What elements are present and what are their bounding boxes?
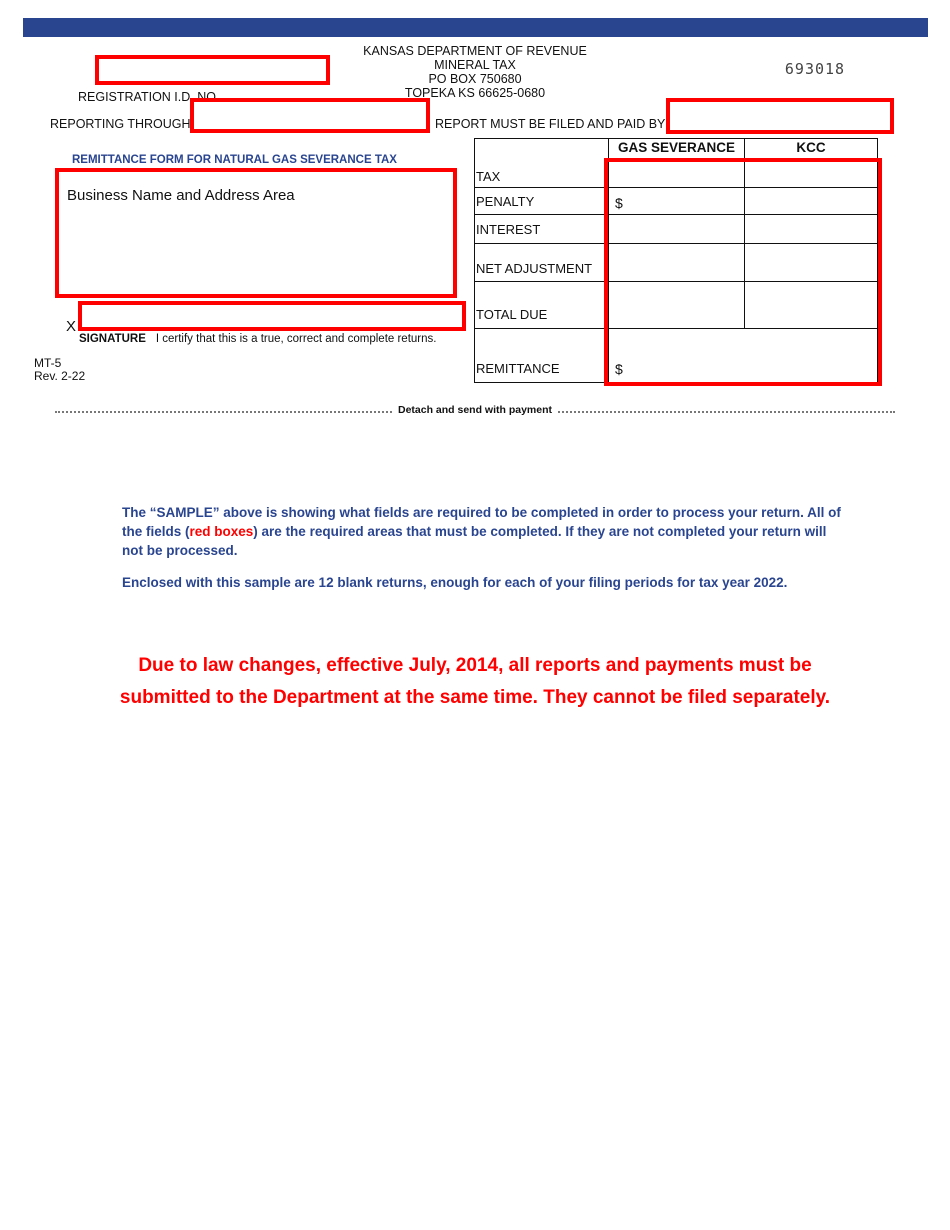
warning-line-1: Due to law changes, effective July, 2014, all reports and payments must be [138,655,812,676]
warning-line-2: submitted to the Department at the same time. They cannot be filed separately. [119,687,831,708]
amounts-field-group[interactable] [604,158,882,386]
agency-address [300,44,650,100]
due-date-label: REPORT MUST BE FILED AND PAID BY [435,117,666,131]
col-header-kcc: KCC [796,140,826,155]
form-code-block [34,357,85,383]
row-label-interest: INTEREST [476,222,541,237]
row-label-tax: TAX [476,169,501,184]
row-label-total-due: TOTAL DUE [476,307,548,322]
reporting-through-field[interactable] [190,98,430,133]
col-header-gas-severance: GAS SEVERANCE [617,140,736,155]
instructions-text-a: The “SAMPLE” above is showing what fields are required to be completed in order to process your return. All of the fields ( [122,505,841,539]
row-label-net-adjustment: NET ADJUSTMENT [476,261,593,276]
business-address-placeholder: Business Name and Address Area [67,187,295,204]
form-number: 693018 [784,60,846,78]
instructions-text-b: ) are the required areas that must be completed. If they are not completed your return will not be processed. [122,524,827,558]
row-label-remittance: REMITTANCE [476,361,560,376]
registration-label: REGISTRATION I.D. NO. [78,90,220,104]
agency-name: KANSAS DEPARTMENT OF REVENUE [363,44,587,58]
signature-x-mark: X [66,318,77,335]
remittance-title: REMITTANCE FORM FOR NATURAL GAS SEVERANCE TAX [72,154,397,166]
agency-city: TOPEKA KS 66625-0680 [404,86,546,100]
header-bar [23,18,928,37]
reporting-through-label: REPORTING THROUGH [50,117,191,131]
detach-text: Detach and send with payment [394,404,556,416]
detach-line [55,404,895,416]
table-top-border [474,138,878,139]
table-left-border [474,138,475,383]
agency-po-box: PO BOX 750680 [428,72,522,86]
form-revision: Rev. 2-22 [34,369,86,383]
row-label-penalty: PENALTY [476,194,535,209]
signature-caption [79,333,436,345]
penalty-dollar-sign: $ [615,195,623,211]
certify-text: I certify that this is a true, correct and complete returns. [155,333,437,345]
instructions-paragraph-1 [122,503,842,560]
remittance-dollar-sign: $ [615,361,623,377]
signature-field[interactable] [78,301,466,331]
registration-id-field[interactable] [95,55,330,85]
instructions-red-boxes: red boxes [189,524,254,539]
instructions-paragraph-2: Enclosed with this sample are 12 blank returns, enough for each of your filing periods for tax year 2022. [122,575,788,590]
agency-division: MINERAL TAX [434,58,516,72]
due-date-field[interactable] [666,98,894,134]
law-change-warning [60,650,890,714]
form-code: MT-5 [34,356,62,370]
signature-label: SIGNATURE [79,333,146,345]
